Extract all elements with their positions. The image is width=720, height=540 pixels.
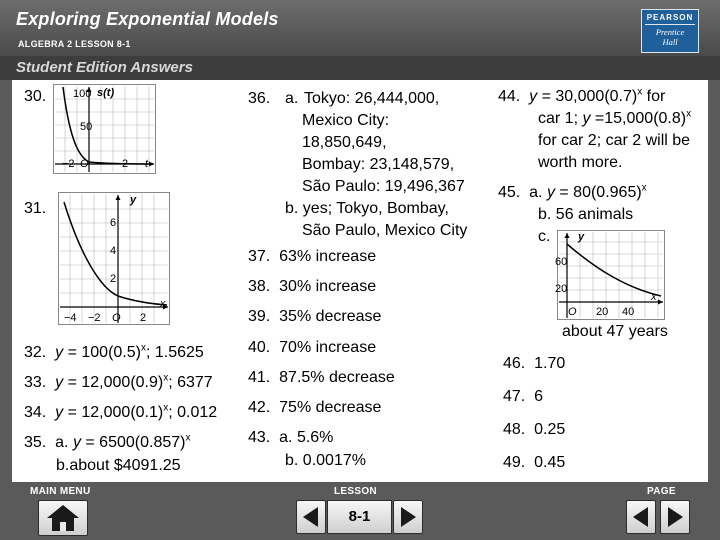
graph45-origin: O (568, 306, 577, 318)
answer-36a-label: a. (285, 90, 299, 107)
answer-47: 47. 6 (503, 388, 544, 405)
answer-36a-line1: Tokyo: 26,444,000, (304, 90, 440, 107)
graph31-y-axis-label: y (130, 194, 137, 206)
graph30-tick-y-50: 50 (80, 121, 93, 133)
lesson-prev-button[interactable] (296, 500, 326, 534)
answer-32: 32. $y = 100(0.5)^x$; 1.5625 (24, 342, 204, 361)
graph30-tick-x-neg2: −2 (62, 158, 75, 170)
answer-36a-line4: Bombay: 23,148,579, (302, 156, 455, 173)
graph31-tick-y-4: 4 (110, 245, 117, 257)
graph30-tick-x-2: 2 (122, 158, 129, 170)
lesson-subtitle: ALGEBRA 2 LESSON 8-1 (18, 39, 131, 49)
answer-45a: 45. a. $y = 80(0.965)^x$ (498, 182, 647, 201)
arrow-right-icon (394, 501, 422, 533)
answer-35b: b.about $4091.25 (56, 457, 181, 474)
answer-39: 39. 35% decrease (248, 308, 382, 325)
answer-45c-note: about 47 years (562, 323, 668, 340)
graph45-tick-y-20: 20 (555, 283, 568, 295)
answer-44-line3: for car 2; car 2 will be (538, 132, 691, 149)
answer-45c-label: c. (538, 228, 551, 245)
answer-44-line4: worth more. (538, 154, 623, 171)
graph30-tick-y-100: 100 (73, 88, 92, 100)
answer-34: 34. $y = 12,000(0.1)^x$; 0.012 (24, 402, 218, 421)
answer-40: 40. 70% increase (248, 339, 377, 356)
home-button[interactable] (38, 500, 88, 536)
lesson-label: LESSON (334, 486, 377, 497)
page-label: PAGE (647, 486, 676, 497)
arrow-right-icon (661, 501, 689, 533)
graph30-x-axis-label: t (145, 158, 149, 170)
graph45-tick-y-60: 60 (555, 256, 568, 268)
lesson-next-button[interactable] (393, 500, 423, 534)
graph31-x-axis-label: x (160, 298, 166, 310)
graph-31 (58, 192, 170, 325)
graph45-tick-x-20: 20 (596, 306, 609, 318)
answer-36a-line5: São Paulo: 19,496,367 (302, 178, 465, 195)
page-title: Exploring Exponential Models (16, 9, 279, 29)
graph30-y-axis-label: s(t) (97, 87, 115, 99)
page-next-button[interactable] (660, 500, 690, 534)
answer-30-number: 30. (24, 88, 47, 105)
page-prev-button[interactable] (626, 500, 656, 534)
answer-43b: b. 0.0017% (285, 452, 366, 469)
answer-44-line2: car 1; $y =15,000(0.8)^x$ (538, 108, 692, 127)
arrow-left-icon (627, 501, 655, 533)
answer-42: 42. 75% decrease (248, 399, 382, 416)
graph31-tick-y-2: 2 (110, 273, 117, 285)
arrow-left-icon (297, 501, 325, 533)
answer-36a-line2: Mexico City: (302, 112, 390, 129)
answer-36-number: 36. (248, 90, 271, 107)
lesson-number-button[interactable]: 8-1 (327, 500, 392, 534)
graph31-tick-x-neg4: −4 (64, 312, 77, 324)
answer-33: 33. $y = 12,000(0.9)^x$; 6377 (24, 372, 213, 391)
graph31-tick-x-2: 2 (140, 312, 147, 324)
answer-36b: b. yes; Tokyo, Bombay, (285, 200, 449, 217)
home-icon (39, 501, 87, 535)
graph30-origin: O (80, 158, 89, 170)
graph45-x-axis-label: x (651, 291, 657, 303)
graph45-y-axis-label: y (578, 231, 585, 243)
main-menu-label: MAIN MENU (30, 486, 91, 497)
answer-38: 38. 30% increase (248, 278, 377, 295)
answer-31-number: 31. (24, 200, 47, 217)
answer-45b: b. 56 animals (538, 206, 634, 223)
answer-37: 37. 63% increase (248, 248, 377, 265)
answer-41: 41. 87.5% decrease (248, 369, 395, 386)
graph31-origin: O (112, 312, 121, 324)
answer-36a-line3: 18,850,649, (302, 134, 387, 151)
answer-43a: 43. a. 5.6% (248, 429, 334, 446)
answer-36b-line2: São Paulo, Mexico City (302, 222, 468, 239)
graph45-tick-x-40: 40 (622, 306, 635, 318)
graph31-tick-x-neg2: −2 (88, 312, 101, 324)
answer-46: 46. 1.70 (503, 355, 566, 372)
section-title: Student Edition Answers (16, 59, 193, 76)
pearson-logo: PEARSON Prentice Hall (641, 9, 699, 53)
answer-48: 48. 0.25 (503, 421, 566, 438)
answer-44-line1: 44. $y = 30,000(0.7)^x$ for (498, 86, 666, 105)
graph31-tick-y-6: 6 (110, 217, 117, 229)
answer-49: 49. 0.45 (503, 454, 566, 471)
answer-35a: 35. a. $y = 6500(0.857)^x$ (24, 432, 191, 451)
